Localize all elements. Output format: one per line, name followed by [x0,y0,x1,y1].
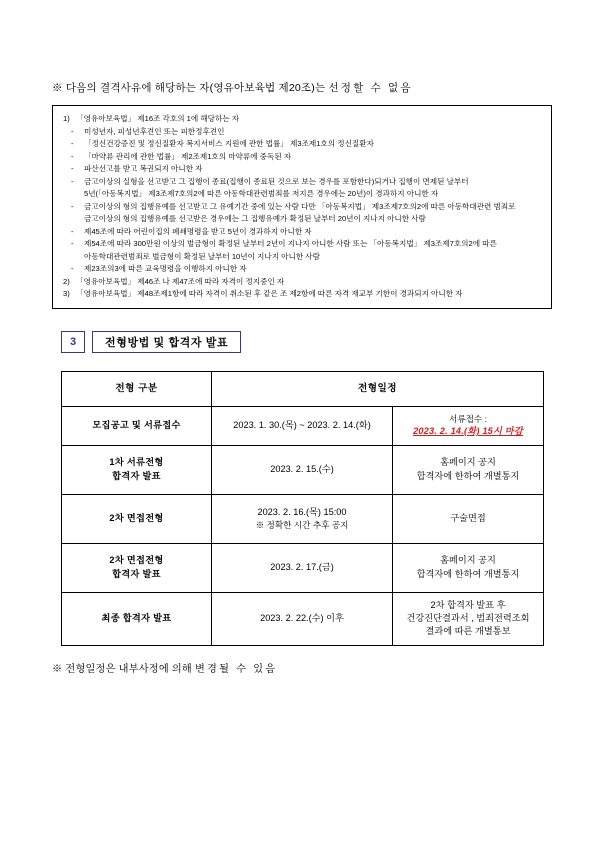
list-item [63,226,543,239]
section-number: 3 [61,331,85,353]
notice-text-b: 선정할 수 없음 [328,82,413,94]
clause-text: 「영유아보육법」 제16조 각호의 1에 해당하는 자 [76,114,240,123]
list-item [63,238,543,251]
clause-text: 금고이상의 실형을 선고받고 그 집행이 종료(집행이 종료된 것으로 보는 경우를 포함한다)되거나 집행이 면제된 날부터 [84,176,469,186]
clause-text: 미성년자, 피성년후견인 또는 피한정후견인 [84,126,225,136]
list-item [63,151,543,164]
schedule-table [61,371,544,646]
row-date: 2023. 2. 22.(수) 이후 [212,592,393,645]
clause-text: 파산선고를 받고 복권되지 아니한 자 [84,164,203,174]
deadline-highlight: 2023. 2. 14.(화) 15시 마감 [413,426,523,437]
notice-heading [52,80,552,95]
notice-marker: ※ [52,82,63,94]
footer-text-a: 전형일정은 내부사정에 의해 [65,663,196,675]
clause-text: 금고이상의 형의 집행유예를 선고받고 그 유예기간 중에 있는 사람 다만 「아동복지법」 제3조제7호의2에 따른 아동학대관련 범죄로 [84,201,516,211]
section-header [52,331,552,355]
document-content [52,80,552,675]
clause-marker: - [71,151,74,161]
notice-text-a: 다음의 결격사유에 해당하는 자(영유아보육법 제20조)는 [65,82,329,94]
clause-marker: - [71,126,74,136]
clause-text: 아동학대관련범죄로 벌금형이 확정된 날부터 10년이 지나지 아니한 사람 [84,251,320,261]
clause-text: 금고이상의 형의 집행유예를 선고받은 경우에는 그 집행유예가 확정된 날부터 20년이 지나지 아니한 사람 [84,214,426,224]
list-item [63,276,543,289]
table-row [62,406,544,445]
clause-list [63,113,543,301]
column-header-category: 전형 구분 [62,371,212,406]
table-row [62,543,544,592]
clause-marker: - [71,139,74,149]
list-item [63,288,543,301]
table-row [62,445,544,494]
clause-marker: 3) [63,289,70,299]
row-note: 홈페이지 공지 합격자에 한하여 개별통지 [393,543,544,592]
clause-text: 5년(「아동복지법」 제3조제7호의2에 따른 아동학대관련범죄를 저지른 경우에는 20년)이 경과하지 아니한 자 [84,189,439,199]
clause-marker: - [71,164,74,174]
row-note: 구술면접 [393,494,544,543]
list-item [63,113,543,126]
clause-text: 「영유아보육법」 제48조제1항에 따라 자격이 취소된 후 같은 조 제2항에 따른 자격 재교부 기한이 경과되지 아니한 자 [76,289,463,299]
table-header-row [62,371,544,406]
list-item [63,138,543,151]
table-row [62,494,544,543]
list-item [63,176,543,189]
footer-note [52,660,552,675]
row-note: 2차 합격자 발표 후 건강진단결과서 , 범죄전력조회 결과에 따른 개별통보 [393,592,544,645]
footer-marker: ※ [52,663,63,675]
row-date: 2023. 1. 30.(목) ~ 2023. 2. 14.(화) [212,406,393,445]
list-item [63,213,543,226]
column-header-schedule: 전형일정 [212,371,544,406]
row-label: 2차 면접전형 합격자 발표 [62,543,212,592]
row-note: 홈페이지 공지 합격자에 한하여 개별통지 [393,445,544,494]
clause-text: 제23조의3에 따른 교육명령을 이행하지 아니한 자 [84,264,247,274]
list-item [63,188,543,201]
list-item [63,251,543,264]
row-label: 최종 합격자 발표 [62,592,212,645]
list-item [63,163,543,176]
clause-marker: 1) [63,114,70,123]
clause-text: 「영유아보육법」 제46조 나 제47조에 따라 자격이 정지중인 자 [76,276,285,286]
clause-text: 제54조에 따라 300만원 이상의 벌금형이 확정된 날부터 2년이 지나지 아니한 사람 또는 「아동복지법」 제3조제7호의2에 따른 [84,239,497,249]
row-label: 2차 면접전형 [62,494,212,543]
row-date: 2023. 2. 17.(금) [212,543,393,592]
clause-text: 「정신건강증진 및 정신질환자 복지서비스 지원에 관한 법률」 제3조제1호의 정신질환자 [84,139,374,149]
clause-marker: - [71,226,74,236]
footer-text-b: 변경될 수 있음 [195,663,278,675]
list-item [63,263,543,276]
clause-text: 제45조에 따라 어린이집의 폐쇄명령을 받고 5년이 경과하지 아니한 자 [84,226,312,236]
clause-marker: - [71,176,74,186]
clause-marker: - [71,264,74,274]
clause-text: 「마약류 관리에 관한 법률」 제2조제1호의 마약류에 중독된 자 [84,151,292,161]
list-item [63,126,543,139]
row-date: 2023. 2. 16.(목) 15:00 ※ 정확한 시간 추후 공지 [212,494,393,543]
table-row [62,592,544,645]
list-item [63,201,543,214]
clause-marker: 2) [63,276,70,286]
row-date: 2023. 2. 15.(수) [212,445,393,494]
page-title: 전형방법 및 합격자 발표 [92,331,241,353]
disqualification-clause-box [52,105,552,309]
clause-marker: - [71,201,74,211]
row-label: 모집공고 및 서류접수 [62,406,212,445]
row-note: 서류접수 : 2023. 2. 14.(화) 15시 마감 [393,406,544,445]
clause-marker: - [71,239,74,249]
row-label: 1차 서류전형 합격자 발표 [62,445,212,494]
